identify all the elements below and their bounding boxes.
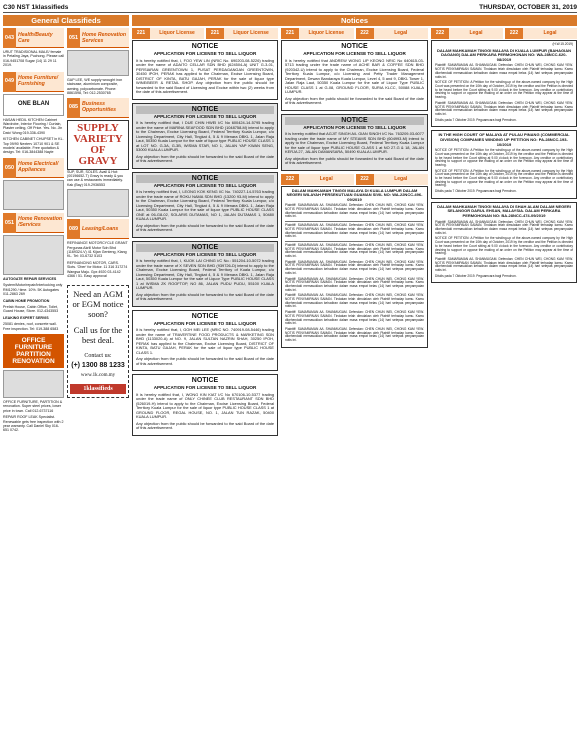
- ad-line1: Need an AGM or EGM notice soon?: [72, 288, 124, 319]
- legal-signature: Ditulis pada 7 Oktober 2019. Peguamcara bagi Pemohon.: [435, 189, 517, 194]
- legal-heading: DALAM MAHKAMAH TINGGI MALAYA DI KUALA LUMPUR DALAM NEGERI WILAYAH PERSEKUTUAN GUAMAN SIVIL NO: WA-22NCC-496-09/2019: [286, 187, 423, 202]
- category-title: Legal: [299, 174, 354, 185]
- legal-notice-court-summons: [281, 186, 428, 348]
- category-number: 222: [356, 174, 374, 185]
- notice-body: It is hereby notified that, I DUE CHIN HWEI I/C No 600424-14-5795 trading under the name of MARINA SEAFOOD SDN BHD (1048758-M) intend to apply to the Chairman, Excise Licensing Board, Federal Territory Kuala Lumpur, c/o Licensing Department, City Hall, Tingkat 4, 5 & 9 Menara DBKL 1, Jalan Raja Laut, 50350 Kuala Lumpur for the sale of liquor type PUBLIC HOUSE CLASS 1 at LOT NO. G-3A, G-3B, WISMA STAR, NO 1, JALAN YAP KWAN SENG, 53000 KUALA LUMPUR.: [136, 120, 274, 152]
- legal-body: Plaintiff: SAMARAMAN A/L SHANMUGAM. Defendan: CHEN CHUN WEI, CHONG KAM YEW. NOTIS PENYAMPAIAN SAMAN. Tindakan telah dimulakan oleh Plaintif terhadap kamu. Kamu dikehendaki memasukkan kehadiran dalam masa empat belas (14) hari selepas penyampaian notis ini.: [435, 100, 573, 116]
- classified-text: REFINANCE MOTORCYCLE GRANT Pergunas Akrill Motor Sdn Bhd (1169324-V) 41 Kijan Genteng, Klang KL. Tel: 03-6732 5103: [67, 241, 128, 259]
- notice-subheading: APPLICATION FOR LICENSE TO SELL LIQUOR: [153, 385, 257, 390]
- notices-column-1: [132, 28, 278, 730]
- notice-body: It is hereby notified that, I, GOH MEI LEE (NRIC NO. 740919-08-5446) trading under the name of TRAVERTINE FOOD PRODUCTS & MARKETING SDN BHD (1133020-A) at NO. 9, JALAN SULTAN NAZRIN SHAH, 30250 IPOH, PERAK has applied to the Chairman, Excise Licensing Board, DISTRICT OF KINTA, BATU GAJAH, PERAK for the sale of liquor type PUBLIC HOUSE CLASS 1.: [136, 327, 274, 355]
- classified-text: URUT TRADISIONAL MALE/ female in Petaling Jaya, Puchong. Please call 016-9451708 Sugar (14) 11 29 11 2019.: [3, 50, 64, 68]
- notice-body: It is hereby notified that, I, KUOK LAI CHING I/C No.: 551204-10-5072 trading under the trade name of X SEVEN SDN BHD (939726-D) intend to apply to the Chairman, Excise Licensing Board, Federal Territory of Kuala Lumpur, c/o Licensing Department, City Hall, Tingkat 4, 5 & 9 Menara DBKL 1, Jalan Raja Laut, 50350 Kuala Lumpur for the sale of Liquor Type PUBLIC HOUSE CLASS 1 at WISMA ZK ROOFTOP, NO 86, JALAN PUDU PUDU, 55100 KUALA LUMPUR.: [136, 258, 274, 290]
- classified-043: [3, 28, 64, 435]
- header-date: THURSDAY, OCTOBER 31, 2019: [479, 3, 577, 11]
- legal-heading: DALAM MAHKAMAH TINGGI MALAYA DI SHAH ALAM DALAM NEGERI SELANGOR DARUL EHSAN, MALAYSIA. DALAM PERKARA PERMOHONAN NO: BA-28NCC-474-09/2019: [437, 203, 571, 219]
- one-blan-logo: ONE BLAN: [3, 94, 64, 116]
- category-title: Liquor License: [224, 28, 278, 39]
- office-image: [3, 370, 64, 398]
- classified-text: REFINANCING MOTOR, CARS. Slots. 'Ober' for Motor. 11 316 317274 Wangsa Maju. Gpx 4920 03-4142 4366 / 51. Easy approval: [67, 260, 128, 279]
- office-furniture-banner: OFFICE FURNITURE PARTITION RENOVATION: [3, 334, 64, 368]
- ad-line2: Call us for the best deal.: [73, 324, 123, 345]
- roof-text: REPAIR ROOF LEAK Specialist. Renewable gets free inspection with 2 year warranty. Call Daniel Sky 016-651 0742.: [3, 415, 64, 433]
- legal-body: NOTICE OF PETITION: A Petition for the winding-up of the above-named company by the High Court was presented on the 10th day of October, 2019 by the creditor and the Petition is directed to be heard before the Court sitting at 9.00 o'clock in the forenoon. Any creditor or contributory desiring to support or oppose the making of an order on the Petition may appear at the time of hearing.: [435, 168, 573, 188]
- notice-foo-yew-lin: [132, 40, 278, 100]
- class-title: Home Renovation /Services: [16, 213, 64, 233]
- category-number: 222: [431, 28, 449, 39]
- notice-heading: NOTICE: [191, 312, 219, 320]
- category-title: Legal: [523, 28, 577, 39]
- legal-body: Plaintiff: SAMARAMAN A/L SHANMUGAM. Defendan: CHEN CHUN WEI, CHONG KAM YEW. NOTIS PENYAMPAIAN SAMAN. Tindakan telah dimulakan oleh Plaintif terhadap kamu. Kamu dikehendaki memasukkan kehadiran dalam masa empat belas (14) hari selepas penyampaian notis ini.: [435, 63, 573, 79]
- category-title: Legal: [449, 28, 503, 39]
- legal-notice-commercial: [431, 40, 577, 127]
- class-title: Business Opportunities: [80, 98, 129, 118]
- class-number: 085: [67, 98, 80, 118]
- expert-heading: LEAKING EXPERT SERVIS: [3, 315, 49, 320]
- category-number: 222: [281, 174, 299, 185]
- ad-contact: Contact us:: [84, 352, 112, 359]
- cabin-text: Prefab House, Cabin Office, Toilet, Guard House, Store. 012-4343553: [3, 304, 59, 314]
- notice-subheading: APPLICATION FOR LICENSE TO SELL LIQUOR: [303, 51, 406, 56]
- class-number: 043: [3, 28, 16, 48]
- notice-heading: NOTICE: [285, 117, 424, 125]
- classifieds-column: [3, 28, 129, 730]
- class-title: Home Furniture/ Furnishing: [16, 72, 64, 92]
- notice-body: It is hereby notified that ANDREW WONG LIP KEONG NRIC No 640615-03-5713 trading under the trade name of ACHE BAR & COFFEE SDN BHD (920342-U) intend to apply to the Chairman, Excise Licensing Board, Federal Territory Kuala Lumpur, c/o Licensing and Petty Trader Management Department, Dewan Bandaraya Kuala Lumpur, Level 4, 5 and 9, DBKL Tower 1, Jalan Raja Laut, 50350 Kuala Lumpur for the sale of Liquor Type PUBLIC HOUSE CLASS 1 at G-08, GROUND FLOOR, SURIA KLCC, 50088 KUALA LUMPUR.: [285, 57, 424, 94]
- page-header: [3, 2, 577, 13]
- notice-body: It is hereby notified that AGJIT SINGH A/L GIAN SINGH I/C No. 763209-03-6077 trading under the trade name of MY STEAMS SDN BHD (604993-M) intend to apply to the Chairman, Excise Licensing Board, Federal Territory Kuala Lumpur for the sale of liquor type PUBLIC HOUSE CLASS 1 at NO 27-G & 18, JALAN KERJA 27, JALAN DAMANSARA, 50490 KUALA LUMPUR.: [285, 131, 424, 154]
- notice-heading: NOTICE: [341, 43, 368, 50]
- notice-due-chin-hwei: [132, 103, 278, 169]
- legal-body: Plaintiff: SAMARAMAN A/L SHANMUGAM. Defendan: CHEN CHUN WEI, CHONG KAM YEW. NOTIS PENYAMPAIAN SAMAN. Tindakan telah dimulakan oleh Plaintif terhadap kamu. Kamu dikehendaki memasukkan kehadiran dalam masa empat belas (14) hari selepas penyampaian notis ini.: [285, 293, 424, 309]
- agm-advert: [67, 285, 129, 398]
- cabin-heading: CABIN HOME PROMOTION: [3, 298, 50, 303]
- class-number: 050: [3, 158, 16, 178]
- notice-body: It is hereby notified that, I, WONG KIN KIAT I/C No 670106-10-5377 trading under the trade name of ONLY CHINEE CLUB RESTAURANT SDN BHD (526019-H) intend to apply to the Chairman, Excise Licensing Board, Federal Territory Kuala Lumpur for the sale of liquor type PUBLIC HOUSE CLASS 1 at GROUND FLOOR, REGAL HOUSE, NO. 1, JALAN TUN RAZAK, 50400 KUALA LUMPUR.: [136, 391, 274, 419]
- legal-signature: Ditulis pada 7 Oktober 2019. Peguamcara bagi Pemohon.: [435, 117, 517, 122]
- ad-brand: 1klassifieds: [70, 384, 126, 394]
- classified-text: GAP LEE, WE supply wrought iron staircase, aluminium composite, awning, polycarbonate. Phone: 8861598, Tel: 012-2530765: [67, 78, 123, 96]
- notice-objection: Any objection from the public should be forwarded to the said Board of the date of this advertisement.: [136, 420, 274, 430]
- header-left: C30 NST 1klassifieds: [3, 3, 69, 11]
- category-number: 221: [281, 28, 299, 39]
- appliance-image: [3, 180, 64, 210]
- legal-notice-winding-up: [431, 130, 577, 199]
- class-number: 049: [3, 72, 16, 92]
- notice-objection: Any objection from the public should be forwarded to the said Board of the date of this advertisement.: [285, 155, 424, 165]
- category-title: Liquor License: [299, 28, 354, 39]
- class-title: Leasing/Loans: [80, 219, 129, 239]
- legal-body: Plaintiff: SAMARAMAN A/L SHANMUGAM. Defendan: CHEN CHUN WEI, CHONG KAM YEW. NOTIS PENYAMPAIAN SAMAN. Tindakan telah dimulakan oleh Plaintif terhadap kamu. Kamu dikehendaki memasukkan kehadiran dalam masa empat belas (14) hari selepas penyampaian notis ini.: [285, 259, 424, 275]
- notice-agjit-singh: [281, 114, 428, 171]
- general-classifieds-banner: General Classifieds: [3, 15, 129, 26]
- notices-column-3: [431, 28, 577, 730]
- legal-body: Plaintiff: SAMARAMAN A/L SHANMUGAM. Defendan: CHEN CHUN WEI, CHONG KAM YEW. NOTIS PENYAMPAIAN SAMAN. Tindakan telah dimulakan oleh Plaintif terhadap kamu. Kamu dikehendaki memasukkan kehadiran dalam masa empat belas (14) hari selepas penyampaian notis ini.: [435, 256, 573, 273]
- notice-objection: Any objection from the public should be forwarded to the said Board of the date of this advertisement.: [136, 291, 274, 301]
- legal-heading: DALAM MAHKAMAH TINGGI MALAYA DI KUALA LUMPUR (BAHAGIAN DAGANG) DALAM PERKARA PERMOHONAN NO: WA-28NCC-620-08/2019: [436, 47, 572, 62]
- autogate-text: System/Motor/repair/Interlocking only RM1290 / time. 10%. 5K Autogates 011-2863 269: [3, 283, 63, 297]
- notice-subheading: APPLICATION FOR LICENSE TO SELL LIQUOR: [303, 124, 406, 130]
- class-title: Health/Beauty Care: [16, 28, 64, 48]
- legal-body: Plaintiff: SAMARAMAN A/L SHANMUGAM. Defendan: CHEN CHUN WEI, CHONG KAM YEW. NOTIS PENYAMPAIAN SAMAN. Tindakan telah dimulakan oleh Plaintif terhadap kamu. Kamu dikehendaki memasukkan kehadiran dalam masa empat belas (14) hari selepas penyampaian notis ini.: [435, 219, 573, 235]
- legal-notice-shah-alam: [431, 202, 577, 284]
- gate-image: [3, 235, 64, 275]
- notice-andrew-wong: [281, 40, 428, 111]
- notice-objection: Any objection from the public should be forwarded to the said Board of the date of this advertisement.: [285, 95, 424, 105]
- ad-web[interactable]: www.1k.com.my: [80, 372, 116, 378]
- staircase-image: [67, 50, 129, 76]
- legal-body: Plaintiff: SAMARAMAN A/L SHANMUGAM. Defendan: CHEN CHUN WEI, CHONG KAM YEW. NOTIS PENYAMPAIAN SAMAN. Tindakan telah dimulakan oleh Plaintif terhadap kamu. Kamu dikehendaki memasukkan kehadiran dalam masa empat belas (14) hari selepas penyampaian notis ini.: [285, 242, 424, 259]
- notice-body: It is hereby notified that, I, LEONG KOK KENG I/C No. 740227-14-5763 trading under the trade name of ROKU NAMA SDN BHD (13200 93-M) intend to apply to the Chairman, Excise Licensing Board, Federal Territory Kuala Lumpur, c/o Licensing Department, City Hall, Tingkat 4, 5 & 9 Menara DBKL 1, Jalan Raja Laut, 50350 Kuala Lumpur for the sale of liquor type PUBLIC HOUSE CLASS ONE at 06-G8-02, SOLARIS DUTAMAS, NO 1, JALAN DUTAMAS 1, 50480 KUALA LUMPUR.: [136, 189, 274, 221]
- legal-ref: (H.W.15.2019): [552, 42, 573, 46]
- class-number: 051: [3, 213, 16, 233]
- notices-banner: Notices: [132, 15, 577, 26]
- category-number: 222: [505, 28, 523, 39]
- category-title: Legal: [374, 174, 429, 185]
- notice-subheading: APPLICATION FOR LICENSE TO SELL LIQUOR: [153, 320, 257, 326]
- notice-heading: NOTICE: [191, 377, 219, 384]
- notice-objection: Any objection from the public should be forwarded to the said Board of the date of this advertisement.: [136, 153, 274, 163]
- notice-heading: NOTICE: [136, 175, 274, 183]
- legal-body: Plaintiff: SAMARAMAN A/L SHANMUGAM. Defendan: CHEN CHUN WEI, CHONG KAM YEW. NOTIS PENYAMPAIAN SAMAN. Tindakan telah dimulakan oleh Plaintif terhadap kamu. Kamu dikehendaki memasukkan kehadiran dalam masa empat belas (14) hari selepas penyampaian notis ini.: [285, 276, 424, 292]
- notice-heading: NOTICE: [136, 244, 274, 252]
- legal-body: NOTICE OF PETITION: A Petition for the winding-up of the above-named company by the High Court was presented on the 10th day of October, 2019 by the creditor and the Petition is directed to be heard before the Court sitting at 9.00 o'clock in the forenoon. Any creditor or contributory desiring to support or oppose the making of an order on the Petition may appear at the time of hearing.: [435, 236, 573, 256]
- notices-column-2: [281, 28, 428, 730]
- legal-body: Plaintiff: SAMARAMAN A/L SHANMUGAM. Defendan: CHEN CHUN WEI, CHONG KAM YEW. NOTIS PENYAMPAIAN SAMAN. Tindakan telah dimulakan oleh Plaintif terhadap kamu. Kamu dikehendaki memasukkan kehadiran dalam masa empat belas (14) hari selepas penyampaian notis ini.: [285, 203, 424, 219]
- category-number: 221: [132, 28, 150, 39]
- classified-text: HASAN HEDIL KITCHEN Cabinet Wardrobe, Interior Flooring / Curtain, Plaster ceiling, Off Price. Yes. No. Jln Dato' Wong 019-336-4390: [3, 117, 63, 135]
- notice-subheading: APPLICATION FOR LICENSE TO SELL LIQUOR: [153, 113, 257, 119]
- category-title: Liquor License: [150, 28, 204, 39]
- category-number: 221: [206, 28, 224, 39]
- classified-text: SUP, SUR, SOLES. Avail & Hot: (00196652-T) Gravy is ready & you can use & restaurants immediately. Kak (Bay) 019-2936553: [67, 169, 124, 187]
- legal-body: Plaintiff: SAMARAMAN A/L SHANMUGAM. Defendan: CHEN CHUN WEI, CHONG KAM YEW. NOTIS PENYAMPAIAN SAMAN. Tindakan telah dimulakan oleh Plaintif terhadap kamu. Kamu dikehendaki memasukkan kehadiran dalam masa empat belas (14) hari selepas penyampaian notis ini.: [285, 223, 424, 239]
- notice-leong-kok-keng: [132, 172, 278, 238]
- classified-051: [67, 28, 129, 398]
- category-title: Legal: [374, 28, 429, 39]
- expert-text: 25081 denies, roof, concrete wall. Free inspection. Tel: 019-388 6583: [3, 322, 59, 331]
- class-title: Home Electrical/ Appliances: [16, 158, 64, 178]
- notice-subheading: APPLICATION FOR LICENSE TO SELL LIQUOR: [153, 51, 257, 56]
- legal-body: Plaintiff: SAMARAMAN A/L SHANMUGAM. Defendan: CHEN CHUN WEI, CHONG KAM YEW. NOTIS PENYAMPAIAN SAMAN. Tindakan telah dimulakan oleh Plaintif terhadap kamu. Kamu dikehendaki memasukkan kehadiran dalam masa empat belas (14) hari selepas penyampaian notis ini.: [285, 310, 424, 326]
- legal-body: NOTICE OF PETITION: A Petition for the winding-up of the above-named company by the High Court was presented on the 10th day of October, 2019 by the creditor and the Petition is directed to be heard before the Court sitting at 9.00 o'clock in the forenoon. Any creditor or contributory desiring to support or oppose the making of an order on the Petition may appear at the time of hearing.: [435, 80, 573, 100]
- notice-body: It is hereby notified that, I, FOO YEW LIN (NRIC No. 690203-08-5226) trading under the name of ADAITO CELLAR SDN BHD (624504-A) UNIT G-3-01, PERSIARAN GREENTOWN 1, PUSAT PERDAGANGAN GREENTOWN, 30450 IPOH, PERAK has applied to the Chairman, Excise Licensing Board, DISTRICT OF KINTA, BATU GAJAH, PERAK for the sale of liquor type WINE/BEER & RETAIL SHOP. Any objection from the public should be forwarded to the said Board of Licensing and Excise within two (2) weeks from the date of this advertisement.: [136, 57, 274, 94]
- notice-objection: Any objection from the public should be forwarded to the said Board of the date of this advertisement.: [136, 222, 274, 232]
- legal-signature: Ditulis pada 7 Oktober 2019. Peguamcara bagi Pemohon.: [435, 273, 517, 278]
- legal-body: Plaintiff: SAMARAMAN A/L SHANMUGAM. Defendan: CHEN CHUN WEI, CHONG KAM YEW. NOTIS PENYAMPAIAN SAMAN. Tindakan telah dimulakan oleh Plaintif terhadap kamu. Kamu dikehendaki memasukkan kehadiran dalam masa empat belas (14) hari selepas penyampaian notis ini.: [285, 326, 424, 343]
- notice-heading: NOTICE: [191, 43, 219, 50]
- class-title: Home Renovation Services: [80, 28, 129, 48]
- notice-wong-kin-kiat: [132, 374, 278, 436]
- notice-objection: Any objection from the public should be forwarded to the said Board of the date of this advertisement.: [136, 356, 274, 366]
- notice-subheading: APPLICATION FOR LICENSE TO SELL LIQUOR: [153, 251, 257, 257]
- supply-gravy-ad: SUPPLY VARIETY OF GRAVY: [67, 120, 129, 170]
- notice-subheading: APPLICATION FOR LICENSE TO SELL LIQUOR: [153, 182, 257, 188]
- autogate-heading: AUTOGATE REPAIR SERVICES: [3, 276, 57, 281]
- ad-phone[interactable]: (+) 1300 88 1233: [71, 361, 125, 369]
- legal-heading: IN THE HIGH COURT OF MALAYA AT PULAU PINANG (COMMERCIAL DIVISION) COMPANIES WINDING UP PETITION NO: PA-28NCC-193-10/2019: [438, 132, 570, 147]
- classified-text: KITCHEN CABINET CHUPSET in KL. Top 09/90 Nexterv 10710 901 & SE models' available. Free quotation & design. Tel: 016-3844388 Nayle: [3, 137, 64, 155]
- notice-goh-mei-lee: [132, 310, 278, 372]
- class-number: 051: [67, 28, 80, 48]
- notice-heading: NOTICE: [136, 106, 274, 114]
- notice-kuok-lai-ching: [132, 241, 278, 307]
- office-text: OFFICE FURNITURE, PARTITION & renovation. Super steel prices, lower price in town. Call 012-6737116: [3, 399, 63, 413]
- class-number: 089: [67, 219, 80, 239]
- category-number: 222: [356, 28, 374, 39]
- legal-body: NOTICE OF PETITION: A Petition for the winding-up of the above-named company by the High Court was presented on the 10th day of October, 2019 by the creditor and the Petition is directed to be heard before the Court sitting at 9.00 o'clock in the forenoon. Any creditor or contributory desiring to support or oppose the making of an order on the Petition may appear at the time of hearing.: [435, 148, 573, 167]
- motorcycle-image: [67, 189, 129, 217]
